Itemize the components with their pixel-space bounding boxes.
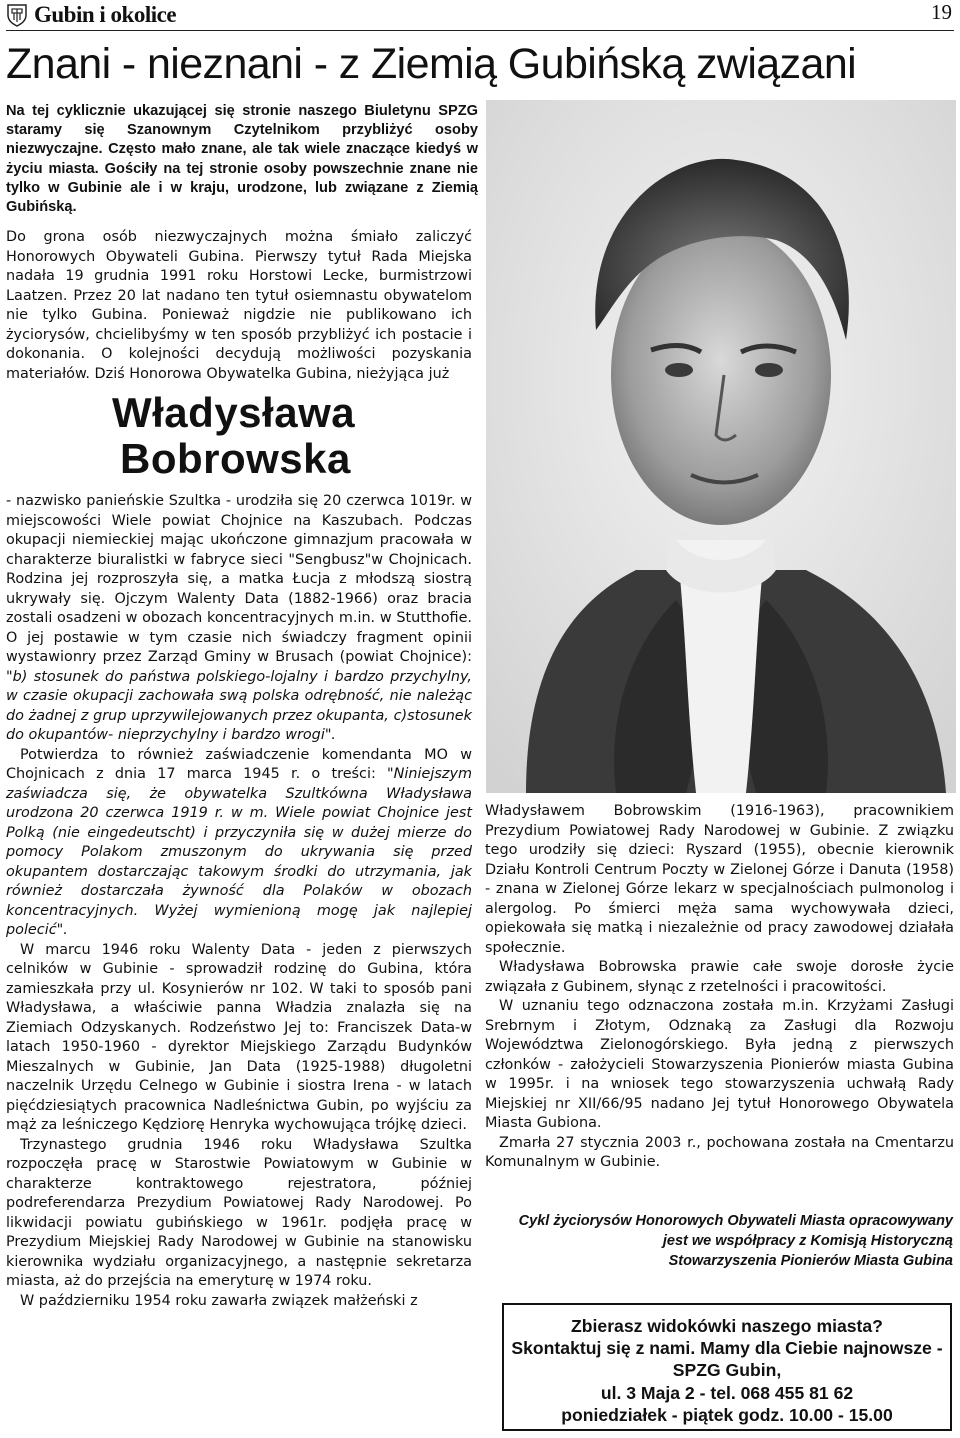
body-text: - nazwisko panieńskie Szultka - urodziła się 20 czerwca 1019r. w miejscowości Wiele powiat Chojnice na Kaszubach. Podczas okupacji niemieckiej mając ukończone gimnazjum pracowała w charakterze biuralistki w fabryce sieci "Sengbusz"w Chojnicach. Rodzina jej rozproszyła się, a matka Łucja z młodszą siostrą ukrywały się. Ojczym Walenty Data (1882-1966) oraz bracia zostali osadzeni w obozach koncentracyjnych m.in. w Stutthofie. O jej postawie w tym czasie nich świadczy fragment opinii wystawionry przez Zarząd Gminy w Brusach (powiat Chojnice): bbox=[6, 493, 472, 665]
lead-text: Na tej cyklicznie ukazującej się stronie naszego Biuletynu SPZG staramy się Szanownym Czytelnikom przybliżyć osoby niezwyczajne. Często mało znane, ale tak wiele znaczące kiedyś w życiu miasta. Gościły na tej stronie osoby powszechnie znane nie tylko w Gubinie ale i w kraju, urodzone, lub związane z Ziemią Gubińską. bbox=[6, 103, 478, 216]
article-column-right bbox=[485, 802, 954, 1173]
page-number: 19 bbox=[931, 0, 952, 24]
credit-line: Stowarzyszenia Pionierów Miasta Gubina bbox=[668, 1253, 953, 1269]
person-name bbox=[6, 390, 472, 482]
body-paragraph: Władysławem Bobrowskim (1916-1963), pracownikiem Prezydium Powiatowej Rady Narodowej w Gubinie. Z związku tego urodziły się dzieci: Ryszard (1955), obecnie kierownik Działu Kontroli Centrum Poczty w Zielonej Górze i Danuta (1958) - znana w Zielonej Górze lekarz w specjalnościach pulmonolog i alergolog. Po śmierci męża sama wychowywała dzieci, opiekowała się matką i niezależnie od pracy zawodowej działała społecznie. bbox=[485, 803, 954, 956]
ad-line: Zbierasz widokówki naszego miasta? bbox=[571, 1316, 883, 1336]
series-credit bbox=[505, 1211, 953, 1271]
person-first-name: Władysława bbox=[112, 389, 356, 436]
credit-line: Cykl życiorysów Honorowych Obywateli Miasta opracowywany jest we współpracy z Komisją Historyczną bbox=[518, 1213, 953, 1249]
article-headline: Znani - nieznani - z Ziemią Gubińską związani bbox=[6, 40, 857, 88]
section-title: Gubin i okolice bbox=[34, 2, 177, 27]
ad-line: poniedziałek - piątek godz. 10.00 - 15.00 bbox=[561, 1404, 893, 1425]
body-paragraph bbox=[6, 492, 472, 746]
article-column-left bbox=[6, 228, 472, 1311]
intro-paragraph: Do grona osób niezwyczajnych można śmiało zaliczyć Honorowych Obywateli Gubina. Pierwszy tytuł Rada Miejska nadała 19 grudnia 1991 roku Horstowi Lecke, burmistrzowi Laatzen. Przez 20 lat nadano ten tytuł osiemnastu obywatelom nie tylko Gubina. Ponieważ nigdzie nie publikowano ich życiorysów, chcielibyśmy w ten sposób przybliżyć ich postacie i dokonania. O kolejności decydują możliwości pozyskania materiałów. Dziś Honorowa Obywatelka Gubina, nieżyjąca już bbox=[6, 229, 472, 382]
body-paragraph: W uznaniu tego odznaczona została m.in. Krzyżami Zasługi Srebrnym i Złotym, Odznaką za Zasługi dla Rozwoju Województwa Zielonogórskiego. Była jedną z pierwszych członków - założycieli Stowarzyszenia Pionierów miasta Gubina w 1995r. i na wniosek tego stowarzyszenia uchwałą Rady Miejskiej nr XII/66/95 nadano Jej tytuł Honorowego Obywatela Miasta Gubiona. bbox=[485, 998, 954, 1131]
portrait-photo bbox=[486, 100, 956, 793]
postcard-ad-box bbox=[502, 1303, 952, 1431]
body-paragraph: W październiku 1954 roku zawarła związek małżeński z bbox=[20, 1292, 418, 1309]
portrait-image bbox=[486, 100, 956, 793]
body-text: Potwierdza to również zaświadczenie komendanta MO w Chojnicach z dnia 17 marca 1945 r. o treści: bbox=[6, 746, 472, 782]
page-header bbox=[6, 0, 954, 31]
lead-paragraph bbox=[6, 102, 478, 217]
ad-line: Skontaktuj się z nami. Mamy dla Ciebie najnowsze - SPZG Gubin, bbox=[511, 1338, 943, 1381]
coat-of-arms-icon bbox=[6, 3, 28, 27]
body-paragraph: W marcu 1946 roku Walenty Data - jeden z pierwszych celników w Gubinie - sprowadził rodzinę do Gubina, która zamieszkała przy ul. Kosynierów nr 102. W taki to sposób pani Władysława, a właściwie panna Władzia znalazła się na Ziemiach Odzyskanych. Rodzeństwo Jej to: Franciszek Data-w latach 1950-1960 - dyrektor Miejskiego Zarządu Budynków Mieszalnych w Gubinie, Jan Data (1925-1988) długoletni naczelnik Urzędu Celnego w Gubinie i siostra Irena - w latach pięćdziesiątych pracownica Nadleśnictwa Gubin, po wyjściu za mąż za leśniczego Kędziorę Henryka wychowująca trójkę dzieci. bbox=[6, 941, 472, 1133]
ad-line: ul. 3 Maja 2 - tel. 068 455 81 62 bbox=[600, 1382, 854, 1403]
person-last-name: Bobrowska bbox=[120, 435, 351, 482]
quote-text: "Niniejszym zaświadcza się, że obywatelka Szultkówna Władysława urodzona 20 czerwca 1919 r. w m. Wiele powiat Chojnice jest Polką (nie eingedeutscht) i przyczyniła się w dużej mierze do pomocy Polakom zmuszonym do ukrywania się przed okupantem dostarczając takowym środki do utrzymania, jak również dostarczała żywność dla Polaków w obozach koncentracyjnych. Wyżej wymienioną mogę jak najlepiej polecić". bbox=[6, 766, 472, 938]
body-paragraph: Trzynastego grudnia 1946 roku Władysława Szultka rozpoczęła pracę w Starostwie Powiatowym w Gubinie w charakterze kontraktowego rejestratora, później podreferendarza Prezydium Powiatowej Rady Narodowej. Po likwidacji powiatu gubińskiego w 1961r. podjęła pracę w Prezydium Miejskiej Rady Narodowej w Gubinie na stanowisku kierownika wydziału organizacyjnego, a następnie sekretarza miasta, aż do przejścia na emeryturę w 1974 roku. bbox=[6, 1136, 472, 1289]
body-paragraph: Zmarła 27 stycznia 2003 r., pochowana została na Cmentarzu Komunalnym w Gubinie. bbox=[485, 1134, 954, 1170]
body-paragraph: Władysława Bobrowska prawie całe swoje dorosłe życie związała z Gubinem, słynąc z rzetelności i pracowitości. bbox=[485, 959, 954, 995]
quote-text: "b) stosunek do państwa polskiego-lojalny i bardzo przychylny, w czasie okupacji zachowała swą polska odrębność, nie należąc do żadnej z grup uprzywilejowanych przez okupanta, c)stosunek do okupantów- nieprzychylny i bardzo wrogi". bbox=[6, 668, 472, 743]
body-paragraph bbox=[6, 746, 472, 941]
